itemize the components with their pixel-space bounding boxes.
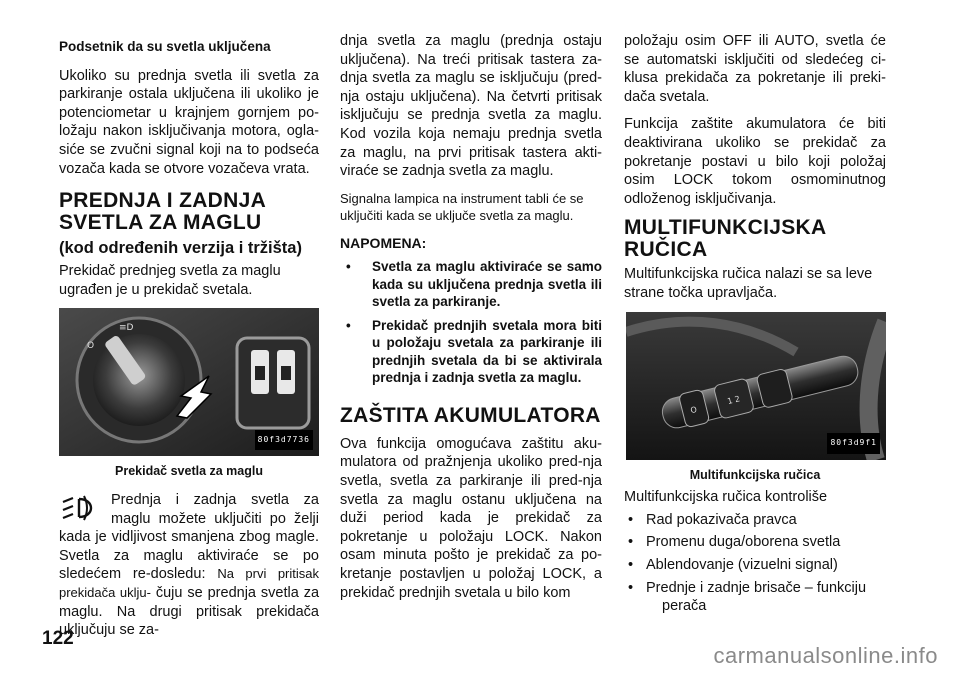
title-line: SVETLA ZA MAGLU [59, 211, 262, 235]
svg-text:O: O [87, 341, 95, 352]
paragraph: Ova funkcija omogućava zaštitu aku-mulatora od pražnjenja ukoliko pred-nja svetla, svetla za parkiranje ili pred-nja svetla za maglu ostanu uključena na duži period kada je prekidač za pokretanje u položaju LOCK. Nakon osam minuta pošto je prekidač za po-kretanje postavljen u položaj LOCK, a prekidač prednjih svetala u bilo kom [340, 435, 602, 601]
image-code: 80f3d7736 [255, 430, 313, 451]
section-subtitle: (kod određenih verzija i tržišta) [59, 239, 302, 258]
paragraph: Multifunkcijska ručica nalazi se sa leve strane točka upravljača. [624, 266, 873, 301]
paragraph: položaju osim OFF ili AUTO, svetla će se automatski isključiti od sledećeg ci-klusa prekidača za pokretanje ili preki-dača svetala. [624, 33, 886, 105]
paragraph: dnja svetla za maglu (prednja ostaju uključena). Na treći pritisak tastera za-dnja svetla za maglu se isključuju (pred-nja ostaju uključena). Na četvrti pritisak isključuju se prednja svetla za maglu. Kod vozila koja nemaju prednja svetla za maglu, na prvi pritisak tastera akti-viraće se zadnja svetla za maglu. [340, 33, 602, 180]
note-list [340, 258, 602, 387]
list-item: • Ablendovanje (vizuelni signal) [624, 556, 886, 575]
paragraph: Funkcija zaštite akumulatora će biti deaktivirana ukoliko se prekidač za pokretanje postavi u bilo koji položaj osim LOCK tokom osmominutnog odloženog isključivanja. [624, 116, 886, 207]
list-item: • Rad pokazivača pravca [624, 511, 886, 530]
paragraph-small: Na prvi pritisak prekidača uklju- [59, 566, 319, 600]
image-code: 80f3d9f1 [827, 433, 880, 454]
rear-fog-light-icon [59, 491, 105, 525]
paragraph-small: Signalna lampica na instrument tabli će se uključiti kada se uključe svetla za maglu. [340, 190, 584, 223]
column-right [624, 32, 886, 620]
section-subheading: Podsetnik da su svetla uključena [59, 39, 271, 54]
section-title: ZAŠTITA AKUMULATORA [340, 403, 601, 427]
svg-text:O: O [689, 404, 698, 415]
function-list [624, 511, 886, 616]
svg-text:≡D: ≡D [119, 323, 134, 334]
image-caption: Multifunkcijska ručica [689, 467, 821, 482]
list-item [624, 579, 886, 616]
paragraph: Prednja i zadnja svetla za maglu možete uključiti po želji kada je vidljivost smanjena zbog magle. Svetla za maglu aktiviraće se po sledećem re-dosledu: [59, 491, 319, 583]
watermark: carmanualsonline.info [713, 643, 938, 668]
note-item: • Svetla za maglu aktiviraće se samo kada su uključena prednja svetla ili svetla za parkiranje. [340, 258, 602, 311]
svg-text:1 2: 1 2 [726, 393, 741, 406]
multifunction-lever-photo [626, 312, 886, 460]
list-item: • Promenu duga/oborena svetla [624, 533, 886, 552]
fog-light-switch-photo [59, 308, 319, 456]
note-title: NAPOMENA: [340, 234, 427, 251]
list-item-text-continued: perača [662, 598, 707, 615]
paragraph-continued: čuju se prednja svetla za maglu. Na drugi pritisak prekidača uključuju se za- [59, 584, 320, 639]
paragraph: Multifunkcijska ručica kontroliše [624, 489, 828, 506]
fog-light-text-block [59, 491, 319, 640]
title-line: RUČICA [624, 238, 708, 262]
title-line: MULTIFUNKCIJSKA [624, 216, 827, 240]
list-item-text: Prednje i zadnje brisače – funkciju [646, 579, 867, 596]
section-title [624, 217, 886, 261]
paragraph: Ukoliko su prednja svetla ili svetla za parkiranje ostala uključena ili ukoliko je potenciometar u krajnjem gornjem po-ložaju nakon isključivanja motora, ogla-siće se zvučni signal koji na to podseća vozača kada se otvore vozačeva vrata. [59, 67, 319, 177]
page-number: 122 [42, 628, 74, 649]
paragraph: Prekidač prednjeg svetla za maglu ugrađen je u prekidač svetala. [59, 263, 281, 298]
title-line: PREDNJA I ZADNJA [59, 189, 267, 213]
column-middle [340, 32, 602, 611]
image-caption: Prekidač svetla za maglu [115, 464, 263, 479]
note-item: • Prekidač prednjih svetala mora biti u položaju svetala za parkiranje ili prednjih svetala da bi se aktivirala prednja i zadnja svetla za maglu. [340, 317, 602, 387]
section-title [59, 190, 319, 234]
column-left [59, 38, 319, 640]
